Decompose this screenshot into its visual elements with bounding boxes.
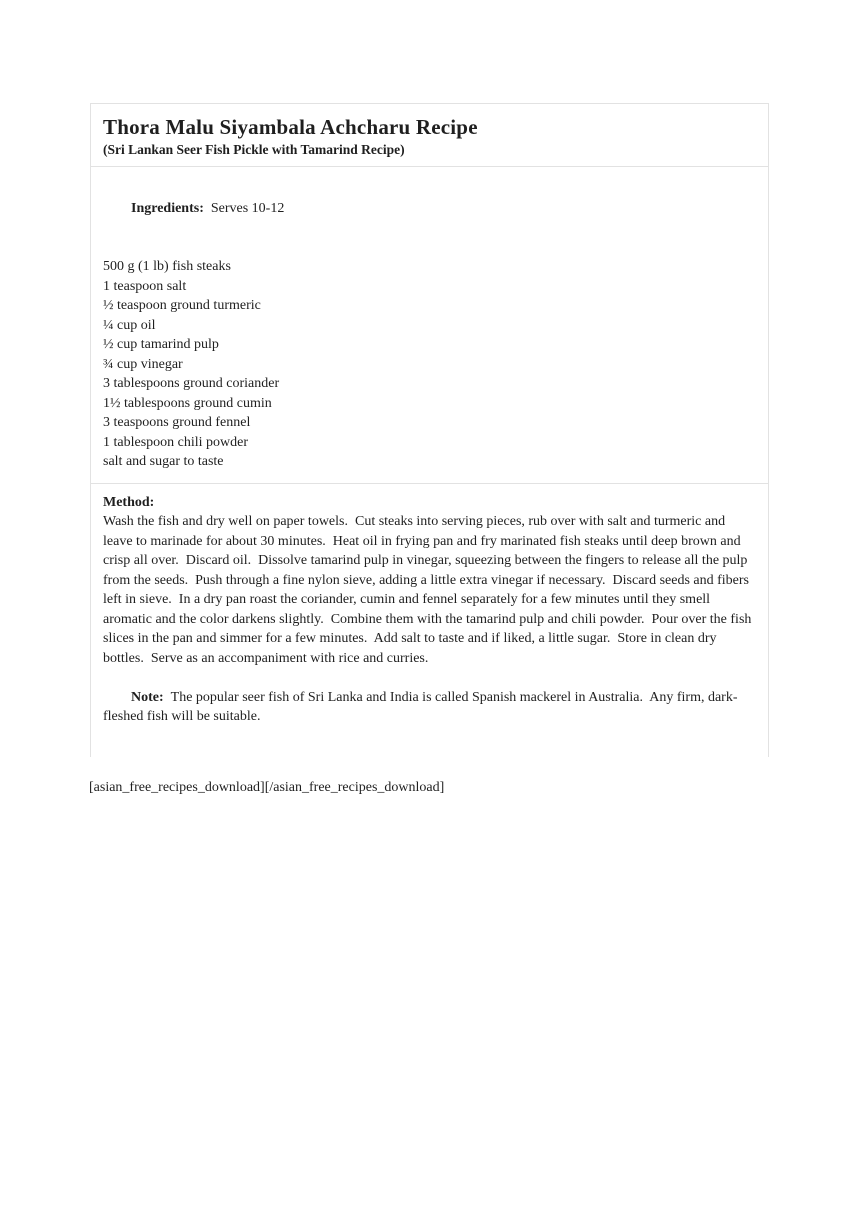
note-text: The popular seer fish of Sri Lanka and India is called Spanish mackerel in Australia. Any firm, dark-fleshed fish will be suitable. bbox=[103, 689, 738, 724]
spacer bbox=[103, 238, 756, 258]
ingredient-item: 1½ tablespoons ground cumin bbox=[103, 395, 272, 411]
note-label: Note: bbox=[131, 689, 164, 705]
ingredient-item: 3 teaspoons ground fennel bbox=[103, 415, 251, 430]
method-note bbox=[103, 668, 756, 746]
ingredients-section bbox=[91, 166, 768, 483]
ingredient-item: ½ cup tamarind pulp bbox=[103, 337, 219, 352]
method-text: Wash the fish and dry well on paper towels. Cut steaks into serving pieces, rub over with salt and turmeric and leave to marinade for about 30 minutes. Heat oil in frying pan and fry marinated fish steaks until deep brown and crisp all over. Discard oil. Dissolve tamarind pulp in vinegar, squeezing between the fingers to release all the pulp from the seeds. Push through a fine nylon sieve, adding a little extra vinegar if necessary. Discard seeds and fibers left in sieve. In a dry pan roast the coriander, cumin and fennel separately for a few minutes until they smell aromatic and the color darkens slightly. Combine them with the tamarind pulp and chili powder. Pour over the fish slices in the pan and simmer for a few minutes. Add salt to taste and if liked, a little sugar. Store in clean dry bottles. Serve as an accompaniment with rice and curries. bbox=[103, 514, 755, 666]
serves-text: Serves 10-12 bbox=[210, 200, 285, 216]
method-label: Method: bbox=[103, 494, 155, 510]
ingredients-label: Ingredients: bbox=[131, 200, 204, 216]
ingredient-item: 3 tablespoons ground coriander bbox=[103, 376, 280, 391]
ingredients-list bbox=[103, 257, 756, 472]
ingredient-item: 500 g (1 lb) fish steaks bbox=[103, 259, 231, 274]
ingredient-item: ½ teaspoon ground turmeric bbox=[103, 298, 261, 313]
ingredient-item: salt and sugar to taste bbox=[103, 454, 224, 469]
ingredient-item: 1 teaspoon salt bbox=[103, 278, 187, 294]
ingredients-header bbox=[103, 179, 756, 238]
recipe-subtitle: (Sri Lankan Seer Fish Pickle with Tamarind Recipe) bbox=[103, 142, 405, 157]
ingredient-item: ¼ cup oil bbox=[103, 317, 156, 333]
ingredient-item: ¾ cup vinegar bbox=[103, 356, 183, 372]
shortcode-text: [asian_free_recipes_download][/asian_free_recipes_download] bbox=[89, 780, 445, 795]
recipe-header bbox=[91, 104, 768, 166]
recipe-card bbox=[90, 103, 769, 757]
recipe-title: Thora Malu Siyambala Achcharu Recipe bbox=[103, 115, 478, 139]
ingredient-item: 1 tablespoon chili powder bbox=[103, 434, 249, 450]
method-section bbox=[91, 483, 768, 758]
